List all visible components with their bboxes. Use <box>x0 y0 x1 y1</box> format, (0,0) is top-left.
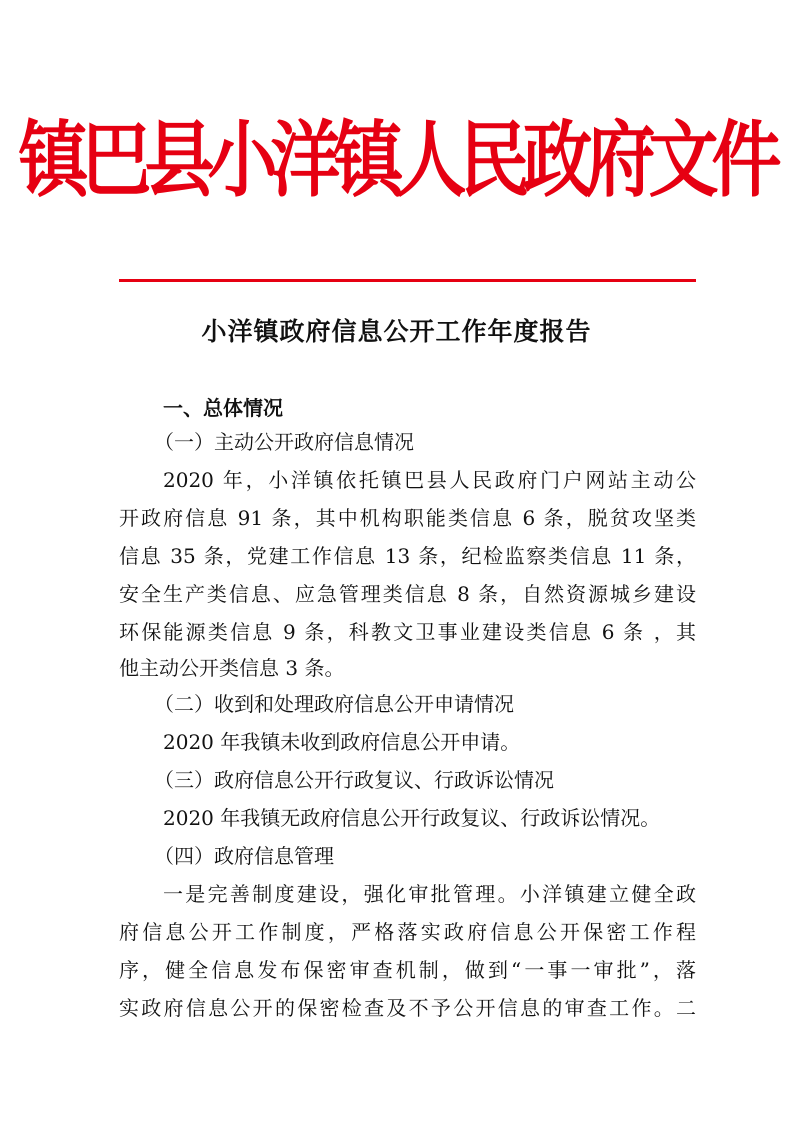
subsection-heading-requests: （二）收到和处理政府信息公开申请情况 <box>154 692 514 716</box>
subsection-heading-proactive-disclosure: （一）主动公开政府信息情况 <box>154 430 414 454</box>
subsection-heading-review-litigation: （三）政府信息公开行政复议、行政诉讼情况 <box>154 768 554 792</box>
document-masthead: 镇巴县小洋镇人民政府文件 <box>18 110 775 209</box>
red-separator-rule <box>119 279 696 282</box>
paragraph-line: 2020 年我镇无政府信息公开行政复议、行政诉讼情况。 <box>163 806 661 830</box>
section-heading-overview: 一、总体情况 <box>163 396 283 420</box>
paragraph-line: 2020 年我镇未收到政府信息公开申请。 <box>163 730 521 754</box>
paragraph-line: 序，健全信息发布保密审查机制，做到“一事一审批”，落 <box>119 958 696 982</box>
paragraph-line: 实政府信息公开的保密检查及不予公开信息的审查工作。二 <box>119 996 696 1020</box>
paragraph-line: 环保能源类信息 9 条，科教文卫事业建设类信息 6 条 ，其 <box>119 620 696 644</box>
paragraph-line: 开政府信息 91 条，其中机构职能类信息 6 条，脱贫攻坚类 <box>119 506 696 530</box>
paragraph-line: 2020 年，小洋镇依托镇巴县人民政府门户网站主动公 <box>163 468 696 492</box>
paragraph-line: 他主动公开类信息 3 条。 <box>119 656 345 680</box>
paragraph-line: 府信息公开工作制度，严格落实政府信息公开保密工作程 <box>119 920 696 944</box>
report-title: 小洋镇政府信息公开工作年度报告 <box>201 317 592 346</box>
paragraph-line: 信息 35 条，党建工作信息 13 条，纪检监察类信息 11 条， <box>119 544 696 568</box>
subsection-heading-info-management: （四）政府信息管理 <box>154 844 334 868</box>
paragraph-line: 安全生产类信息、应急管理类信息 8 条，自然资源城乡建设 <box>119 582 696 606</box>
paragraph-line: 一是完善制度建设，强化审批管理。小洋镇建立健全政 <box>163 882 696 906</box>
